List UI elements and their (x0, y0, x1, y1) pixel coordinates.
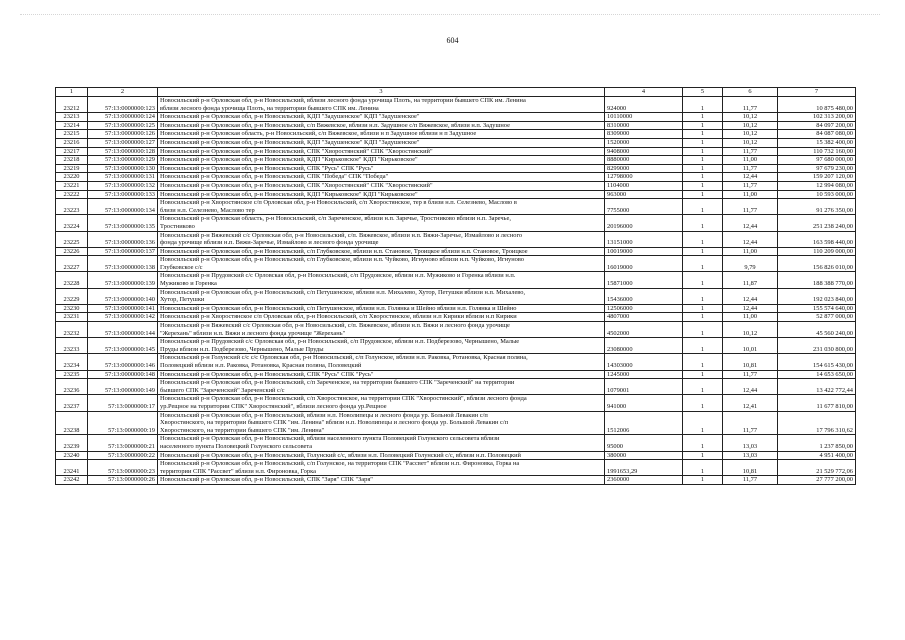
area-value: 1079001 (605, 379, 683, 395)
location-description: Новосильский р-н Орловская обл, р-н Новосильский, с/п Хворостянское, на территории СПК "Хворостянский", вблизи лесного фонда ур.Рещное на территории СПК" Хворостянский", вблизи лесного фонда ур.Рещное (158, 395, 605, 411)
cadastral-value: 159 207 120,00 (778, 173, 856, 182)
row-number: 23230 (56, 304, 88, 313)
location-description: Новосильский р-н Орловская обл, р-н Новосильский, СПК "Заря" СПК "Заря" (158, 476, 605, 485)
quantity-value: 1 (683, 147, 723, 156)
location-description: Новосильский р-н Орловская обл, р-н Новосильский, КДП "Задушенское" КДП "Задушенское" (158, 113, 605, 122)
table-row (56, 451, 856, 460)
location-description: Новосильский р-н Орловская обл, р-н Новосильский, с/п Петушенское, вблизи н.п. Михалево, Хутор, Петушки вблизи н.п. Михалево, Хутор, Петушки (158, 288, 605, 304)
rate-value: 11,77 (723, 370, 778, 379)
cadastral-value: 97 680 000,00 (778, 156, 856, 165)
header-row (56, 88, 856, 97)
row-number: 23220 (56, 173, 88, 182)
table-row (56, 272, 856, 288)
cadastral-value: 45 560 240,00 (778, 322, 856, 338)
quantity-value: 1 (683, 411, 723, 435)
area-value: 15436000 (605, 288, 683, 304)
quantity-value: 1 (683, 190, 723, 199)
rate-value: 11,00 (723, 313, 778, 322)
col-header-5: 5 (683, 88, 723, 97)
rate-value: 11,00 (723, 247, 778, 256)
quantity-value: 1 (683, 288, 723, 304)
area-value: 20196000 (605, 215, 683, 231)
cadastral-value: 192 023 840,00 (778, 288, 856, 304)
area-value: 14303000 (605, 354, 683, 370)
area-value: 8880000 (605, 156, 683, 165)
cadastral-value: 110 209 000,00 (778, 247, 856, 256)
quantity-value: 1 (683, 354, 723, 370)
cadastral-number: 57:13:0000000:144 (88, 322, 158, 338)
location-description: Новосильский р-н Орловская область, р-н Новосильский, с/п Зареченское, вблизи н.п. Заречье, Тростниково вблизи н.п. Заречье, Тростниково (158, 215, 605, 231)
location-description: Новосильский р-н Прудовский с/с Орловская обл, р-н Новосильский, с/п Прудовское, вблизи н.п. Подберезово, Чернышено, Малые Пруды вблизи н.п. Подберезово, Чернышено, Малые Пруды (158, 338, 605, 354)
row-number: 23231 (56, 313, 88, 322)
row-number: 23239 (56, 435, 88, 451)
quantity-value: 1 (683, 173, 723, 182)
table-row (56, 190, 856, 199)
quantity-value: 1 (683, 215, 723, 231)
table-row (56, 130, 856, 139)
rate-value: 12,44 (723, 379, 778, 395)
area-value: 4807000 (605, 313, 683, 322)
row-number: 23227 (56, 256, 88, 272)
cadastral-number: 57:13:0000000:22 (88, 451, 158, 460)
cadastral-value: 188 388 770,00 (778, 272, 856, 288)
row-number: 23213 (56, 113, 88, 122)
area-value: 12798000 (605, 173, 683, 182)
location-description: Новосильский р-н Орловская обл, р-н Новосильский, с/п Вяжевское, вблизи н.п. Задушное с/п Вяжевское, вблизи н.п. Задушное (158, 121, 605, 130)
row-number: 23232 (56, 322, 88, 338)
cadastral-number: 57:13:0000000:132 (88, 181, 158, 190)
cadastral-value: 91 276 350,00 (778, 199, 856, 215)
location-description: Новосильский р-н Хворостянское с/п Орловская обл, р-н Новосильский, с/п Хворостянское, тер в близи н.п. Селезнево, Маслово в близи н.п. Селезнево, Маслово тер (158, 199, 605, 215)
table-row (56, 288, 856, 304)
rate-value: 12,44 (723, 173, 778, 182)
quantity-value: 1 (683, 451, 723, 460)
cadastral-number: 57:13:0000000:123 (88, 97, 158, 113)
rate-value: 10,12 (723, 121, 778, 130)
cadastral-value: 155 574 640,00 (778, 304, 856, 313)
cadastral-number: 57:13:0000000:146 (88, 354, 158, 370)
cadastral-number: 57:13:0000000:133 (88, 190, 158, 199)
rate-value: 10,12 (723, 130, 778, 139)
cadastral-number: 57:13:0000000:145 (88, 338, 158, 354)
cadastral-number: 57:13:0000000:142 (88, 313, 158, 322)
table-row (56, 173, 856, 182)
rate-value: 12,44 (723, 231, 778, 247)
table-body (56, 97, 856, 485)
location-description: Новосильский р-н Орловская обл, р-н Новосильский, КДП "Кирьковское" КДП "Кирьковское" (158, 190, 605, 199)
rate-value: 11,77 (723, 164, 778, 173)
location-description: Новосильский р-н Орловская обл, р-н Новосильский, с/п Глубковское, вблизи н.п. Становое, Троицкое вблизи н.п. Становое, Троицкое (158, 247, 605, 256)
quantity-value: 1 (683, 113, 723, 122)
rate-value: 10,01 (723, 338, 778, 354)
table-row (56, 164, 856, 173)
quantity-value: 1 (683, 435, 723, 451)
col-header-6: 6 (723, 88, 778, 97)
row-number: 23237 (56, 395, 88, 411)
cadastral-number: 57:13:0000000:126 (88, 130, 158, 139)
cadastral-value: 163 598 440,00 (778, 231, 856, 247)
quantity-value: 1 (683, 476, 723, 485)
table-row (56, 215, 856, 231)
quantity-value: 1 (683, 322, 723, 338)
location-description: Новосильский р-н Орловская обл, р-н Новосильский, с/п Глубковское, вблизи н.п. Чуйково, Игнуново вблизи н.п. Чуйково, Игнуново Глубковское с/с (158, 256, 605, 272)
cadastral-value: 110 732 160,00 (778, 147, 856, 156)
area-value: 8309000 (605, 130, 683, 139)
area-value: 15871000 (605, 272, 683, 288)
rate-value: 11,77 (723, 181, 778, 190)
scan-noise (20, 14, 880, 19)
rate-value: 11,77 (723, 411, 778, 435)
area-value: 1245000 (605, 370, 683, 379)
rate-value: 11,77 (723, 199, 778, 215)
cadastral-number: 57:13:0000000:149 (88, 379, 158, 395)
rate-value: 10,81 (723, 460, 778, 476)
cadastral-value: 156 826 010,00 (778, 256, 856, 272)
location-description: Новосильский р-н Орловская обл, р-н Новосильский, СПК "Хворостянский" СПК "Хворостянский" (158, 147, 605, 156)
table-row (56, 97, 856, 113)
table-row (56, 147, 856, 156)
area-value: 924000 (605, 97, 683, 113)
location-description: Новосильский р-н Орловская обл, р-н Новосильский, СПК "Хворостянский" СПК "Хворостянский" (158, 181, 605, 190)
area-value: 7755000 (605, 199, 683, 215)
cadastral-value: 15 382 400,00 (778, 138, 856, 147)
row-number: 23212 (56, 97, 88, 113)
quantity-value: 1 (683, 181, 723, 190)
quantity-value: 1 (683, 97, 723, 113)
row-number: 23233 (56, 338, 88, 354)
area-value: 95000 (605, 435, 683, 451)
rate-value: 10,12 (723, 138, 778, 147)
rate-value: 13,03 (723, 451, 778, 460)
col-header-1: 1 (56, 88, 88, 97)
table-row (56, 313, 856, 322)
rate-value: 11,00 (723, 190, 778, 199)
quantity-value: 1 (683, 247, 723, 256)
table-row (56, 476, 856, 485)
quantity-value: 1 (683, 304, 723, 313)
row-number: 23223 (56, 199, 88, 215)
col-header-3: 3 (158, 88, 605, 97)
area-value: 10110000 (605, 113, 683, 122)
cadastral-number: 57:13:0000000:127 (88, 138, 158, 147)
cadastral-number: 57:13:0000000:17 (88, 395, 158, 411)
table-row (56, 247, 856, 256)
location-description: Новосильский р-н Орловская обл, р-н Новосильский, КДП "Задушенское" КДП "Задушенское" (158, 138, 605, 147)
location-description: Новосильский р-н Орловская обл, р-н Новосильский, СПК "Русь" СПК "Русь" (158, 164, 605, 173)
row-number: 23215 (56, 130, 88, 139)
quantity-value: 1 (683, 164, 723, 173)
cadastral-number: 57:13:0000000:148 (88, 370, 158, 379)
area-value: 941000 (605, 395, 683, 411)
location-description: Новосильский р-н Орловская обл, р-н Новосильский, с/п Голунское, на территории СПК "Рассвет" вблизи н.п. Фироновка, Горка на территории СПК "Рассвет" вблизи н.п. Фироновка, Горка (158, 460, 605, 476)
cadastral-number: 57:13:0000000:23 (88, 460, 158, 476)
area-value: 8299000 (605, 164, 683, 173)
rate-value: 11,77 (723, 476, 778, 485)
cadastral-value: 97 679 230,00 (778, 164, 856, 173)
cadastral-value: 14 653 650,00 (778, 370, 856, 379)
col-header-4: 4 (605, 88, 683, 97)
cadastral-number: 57:13:0000000:26 (88, 476, 158, 485)
table-row (56, 156, 856, 165)
cadastral-number: 57:13:0000000:128 (88, 147, 158, 156)
table-row (56, 138, 856, 147)
col-header-2: 2 (88, 88, 158, 97)
row-number: 23242 (56, 476, 88, 485)
location-description: Новосильский р-н Орловская обл, р-н Новосильский, Голунский с/с, вблизи н.п. Половецкий Голунский с/с, вблизи н.п. Половецкий (158, 451, 605, 460)
location-description: Новосильский р-н Орловская обл, р-н Новосильский, СПК "Русь" СПК "Русь" (158, 370, 605, 379)
rate-value: 11,87 (723, 272, 778, 288)
location-description: Новосильский р-н Орловская обл, р-н Новосильский, с/п Петушенское, вблизи н.п. Голянка и Шейно вблизи н.п. Голянка и Шейно (158, 304, 605, 313)
quantity-value: 1 (683, 130, 723, 139)
table-row (56, 181, 856, 190)
cadastral-value: 84 097 200,00 (778, 121, 856, 130)
location-description: Новосильский р-н Прудовский с/с Орловская обл, р-н Новосильский, с/п Прудовское, вблизи н.п. Мужиково и Горенка вблизи н.п. Мужиково и Горенка (158, 272, 605, 288)
row-number: 23224 (56, 215, 88, 231)
quantity-value: 1 (683, 156, 723, 165)
rate-value: 12,44 (723, 215, 778, 231)
cadastral-value: 251 238 240,00 (778, 215, 856, 231)
quantity-value: 1 (683, 370, 723, 379)
cadastral-value: 1 237 850,00 (778, 435, 856, 451)
cadastral-number: 57:13:0000000:138 (88, 256, 158, 272)
cadastral-value: 10 875 480,00 (778, 97, 856, 113)
area-value: 16019000 (605, 256, 683, 272)
location-description: Новосильский р-н Орловская обл, р-н Новосильский, вблизи лесного фонда урочища Плоть, на территории бывшего СПК им. Ленина вблизи лесного фонда урочища Плоть, на территории бывшего СПК им. Ленина (158, 97, 605, 113)
table-row (56, 379, 856, 395)
quantity-value: 1 (683, 138, 723, 147)
cadastral-value: 10 593 000,00 (778, 190, 856, 199)
register-table (55, 87, 856, 485)
cadastral-value: 102 313 200,00 (778, 113, 856, 122)
area-value: 23080000 (605, 338, 683, 354)
rate-value: 10,12 (723, 113, 778, 122)
table-row (56, 304, 856, 313)
row-number: 23218 (56, 156, 88, 165)
row-number: 23219 (56, 164, 88, 173)
row-number: 23240 (56, 451, 88, 460)
cadastral-value: 13 422 772,44 (778, 379, 856, 395)
row-number: 23216 (56, 138, 88, 147)
cadastral-number: 57:13:0000000:21 (88, 435, 158, 451)
rate-value: 13,03 (723, 435, 778, 451)
cadastral-number: 57:13:0000000:140 (88, 288, 158, 304)
table-row (56, 370, 856, 379)
cadastral-number: 57:13:0000000:136 (88, 231, 158, 247)
quantity-value: 1 (683, 338, 723, 354)
cadastral-number: 57:13:0000000:135 (88, 215, 158, 231)
row-number: 23222 (56, 190, 88, 199)
row-number: 23236 (56, 379, 88, 395)
cadastral-number: 57:13:0000000:130 (88, 164, 158, 173)
rate-value: 11,77 (723, 97, 778, 113)
col-header-7: 7 (778, 88, 856, 97)
area-value: 1104000 (605, 181, 683, 190)
rate-value: 12,44 (723, 288, 778, 304)
location-description: Новосильский р-н Орловская обл, р-н Новосильский, вблизи населенного пункта Половецкий Голунского сельсовета вблизи населенного пункта Половецкий Голунского сельсовета (158, 435, 605, 451)
table-row (56, 435, 856, 451)
cadastral-value: 154 615 430,00 (778, 354, 856, 370)
row-number: 23228 (56, 272, 88, 288)
rate-value: 9,79 (723, 256, 778, 272)
area-value: 4502000 (605, 322, 683, 338)
row-number: 23235 (56, 370, 88, 379)
area-value: 2360000 (605, 476, 683, 485)
cadastral-number: 57:13:0000000:131 (88, 173, 158, 182)
location-description: Новосильский р-н Орловская обл, р-н Новосильский, КДП "Кирьковское" КДП "Кирьковское" (158, 156, 605, 165)
page-number: 604 (446, 36, 459, 45)
cadastral-value: 12 994 080,00 (778, 181, 856, 190)
location-description: Новосильский р-н Орловская обл, р-н Новосильский, вблизи н.п. Новолипецы и лесного фонда ур. Больной Левакин с/п Хворостянского, на территории бывшего СПК "им. Ленина" вблизи н.п. Новолипецы и лесного фонда ур. Большой Левакин с/п Хворостянского, на территории бывшего СПК "им. Ленина" (158, 411, 605, 435)
cadastral-number: 57:13:0000000:139 (88, 272, 158, 288)
quantity-value: 1 (683, 460, 723, 476)
location-description: Новосильский р-н Вяжевский с/с Орловская обл, р-н Новосильский, с/п. Вяжевское, вблизи н.п. Вяжи-Заречье, Измайлово и лесного фонда урочище вблизи н.п. Вяжи-Заречье, Измайлово и лесного фонда урочище (158, 231, 605, 247)
rate-value: 12,44 (723, 304, 778, 313)
area-value: 10019000 (605, 247, 683, 256)
cadastral-number: 57:13:0000000:19 (88, 411, 158, 435)
table-row (56, 322, 856, 338)
location-description: Новосильский р-н Орловская обл, р-н Новосильский, СПК "Победа" СПК "Победа" (158, 173, 605, 182)
table-row (56, 338, 856, 354)
table-row (56, 460, 856, 476)
quantity-value: 1 (683, 199, 723, 215)
cadastral-value: 4 951 400,00 (778, 451, 856, 460)
location-description: Новосильский р-н Хворостянское с/п Орловская обл, р-н Новосильский, с/п Хворостянское, вблизи н.п Кирики вблизи н.п Кирики (158, 313, 605, 322)
location-description: Новосильский р-н Голунский с/с с/с Орловская обл, р-н Новосильский, с/п Голунское, вблизи н.п. Раковка, Ротановка, Красная поляна, Половецкий вблизи н.п. Раковка, Ротановка, Красная поляна, Половецкий (158, 354, 605, 370)
table-row (56, 256, 856, 272)
area-value: 12506000 (605, 304, 683, 313)
table-row (56, 231, 856, 247)
row-number: 23221 (56, 181, 88, 190)
cadastral-number: 57:13:0000000:134 (88, 199, 158, 215)
rate-value: 11,00 (723, 156, 778, 165)
row-number: 23226 (56, 247, 88, 256)
quantity-value: 1 (683, 231, 723, 247)
rate-value: 10,12 (723, 322, 778, 338)
table-row (56, 121, 856, 130)
area-value: 1520000 (605, 138, 683, 147)
cadastral-number: 57:13:0000000:129 (88, 156, 158, 165)
location-description: Новосильский р-н Орловская обл, р-н Новосильский, с/п Зареченское, на территории бывшего СПК "Зареченский" на территории бывшего СПК "Зареченский" Зареченский с/с (158, 379, 605, 395)
cadastral-value: 84 087 080,00 (778, 130, 856, 139)
cadastral-value: 11 677 810,00 (778, 395, 856, 411)
cadastral-value: 231 030 800,00 (778, 338, 856, 354)
quantity-value: 1 (683, 379, 723, 395)
quantity-value: 1 (683, 395, 723, 411)
area-value: 13151000 (605, 231, 683, 247)
rate-value: 10,81 (723, 354, 778, 370)
row-number: 23217 (56, 147, 88, 156)
cadastral-value: 27 777 200,00 (778, 476, 856, 485)
area-value: 1991653,29 (605, 460, 683, 476)
cadastral-number: 57:13:0000000:124 (88, 113, 158, 122)
area-value: 380000 (605, 451, 683, 460)
area-value: 8310000 (605, 121, 683, 130)
row-number: 23225 (56, 231, 88, 247)
rate-value: 11,77 (723, 147, 778, 156)
table-row (56, 395, 856, 411)
area-value: 1512006 (605, 411, 683, 435)
table-row (56, 354, 856, 370)
cadastral-number: 57:13:0000000:141 (88, 304, 158, 313)
row-number: 23214 (56, 121, 88, 130)
row-number: 23234 (56, 354, 88, 370)
quantity-value: 1 (683, 272, 723, 288)
quantity-value: 1 (683, 256, 723, 272)
area-value: 9408000 (605, 147, 683, 156)
row-number: 23241 (56, 460, 88, 476)
table-row (56, 199, 856, 215)
table-row (56, 411, 856, 435)
quantity-value: 1 (683, 121, 723, 130)
row-number: 23238 (56, 411, 88, 435)
row-number: 23229 (56, 288, 88, 304)
cadastral-number: 57:13:0000000:125 (88, 121, 158, 130)
location-description: Новосильский р-н Вяжевский с/с Орловская обл, р-н Новосильский, с/п. Вяжевское, вблизи н.п. Вяжи и лесного фонда урочище "Жерехань" вблизи н.п. Вяжи и лесного фонда урочище "Жерехань" (158, 322, 605, 338)
quantity-value: 1 (683, 313, 723, 322)
area-value: 963000 (605, 190, 683, 199)
cadastral-number: 57:13:0000000:137 (88, 247, 158, 256)
rate-value: 12,41 (723, 395, 778, 411)
table-row (56, 113, 856, 122)
cadastral-value: 52 877 000,00 (778, 313, 856, 322)
cadastral-value: 17 796 310,62 (778, 411, 856, 435)
cadastral-value: 21 529 772,06 (778, 460, 856, 476)
location-description: Новосильский р-н Орловская область, р-н Новосильский, с/п Вяжевское, вблизи н п Задушное вблизи н п Задушное (158, 130, 605, 139)
